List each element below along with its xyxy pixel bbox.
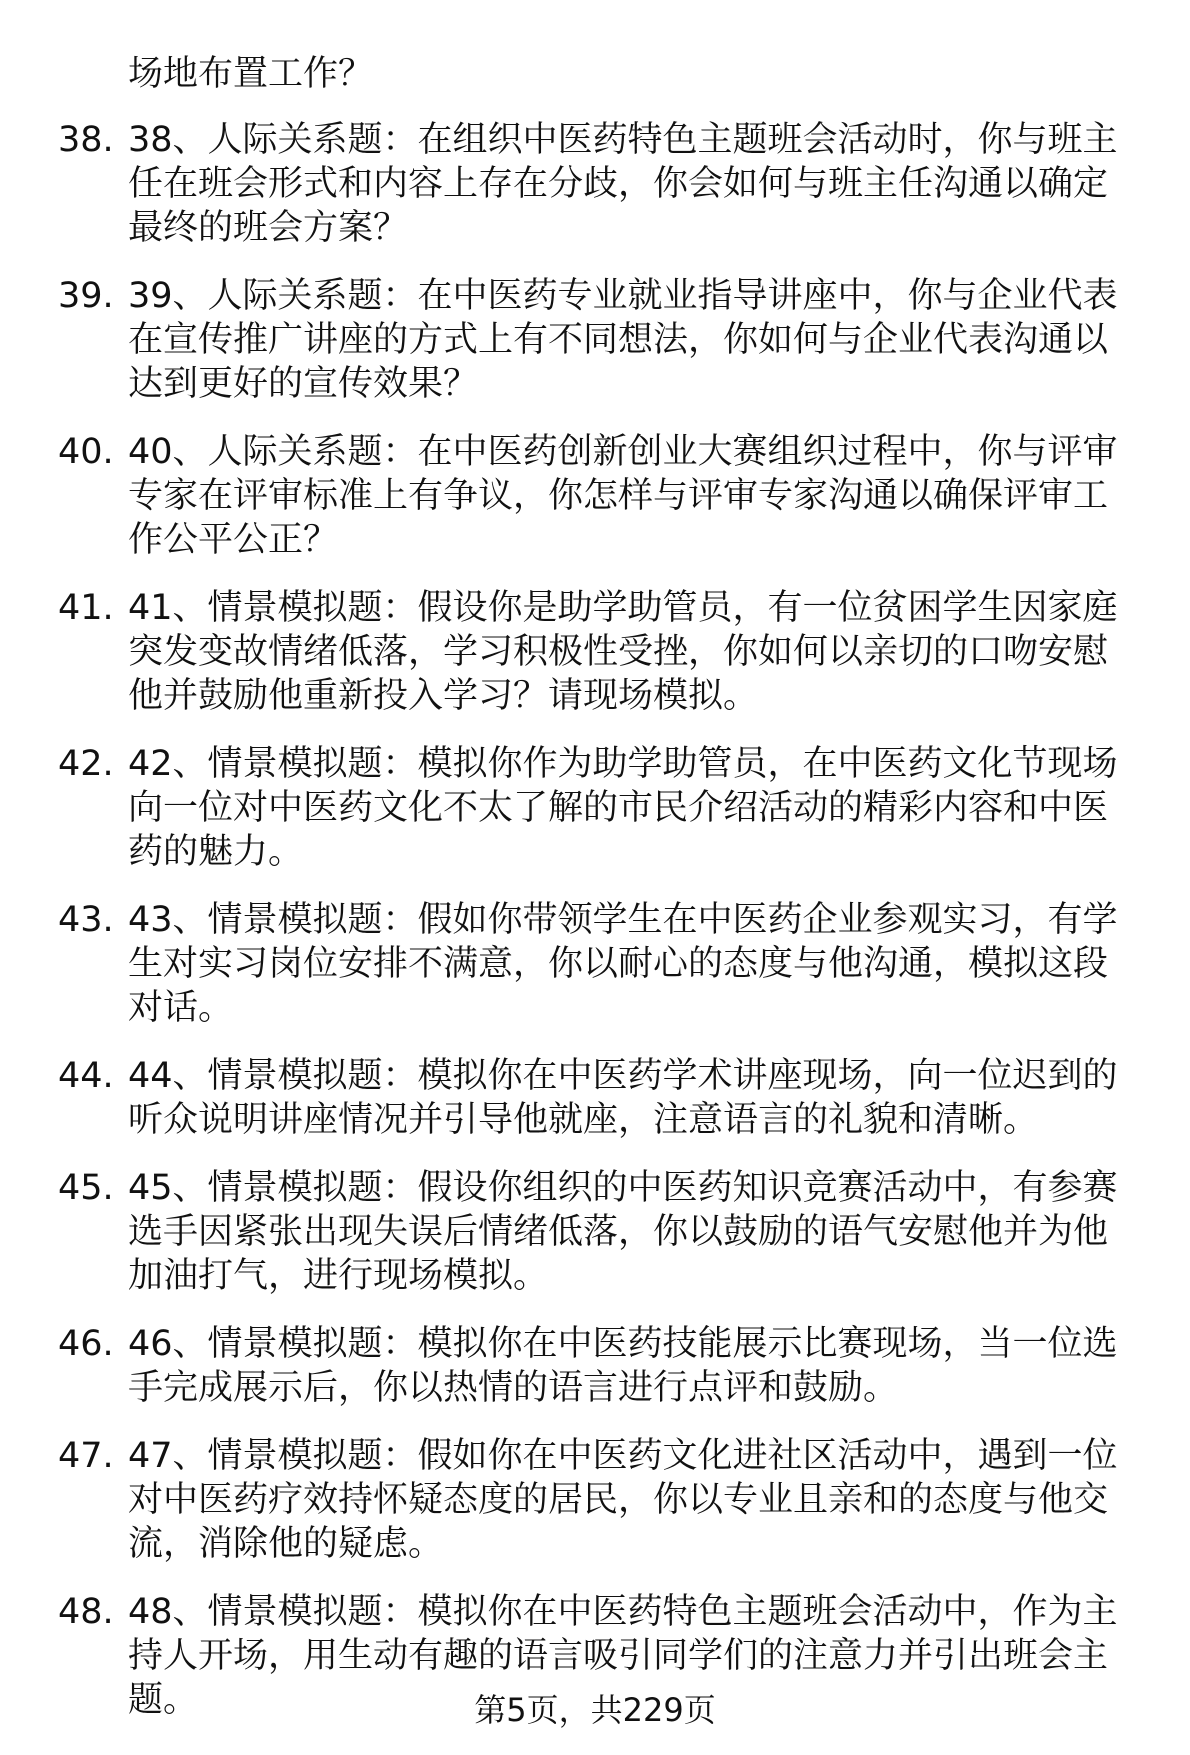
question-text-line: 加油打气，进行现场模拟。 (128, 1256, 549, 1296)
question-text-line: 42、情景模拟题：模拟你作为助学助管员，在中医药文化节现场 (128, 744, 1118, 784)
question-text-line: 48、情景模拟题：模拟你在中医药特色主题班会活动中，作为主 (128, 1592, 1118, 1632)
question-text (128, 430, 1138, 562)
question-number: 38. (58, 120, 114, 160)
question-text (128, 1322, 1138, 1410)
question-item (0, 898, 1190, 1030)
question-item (0, 1322, 1190, 1410)
question-number: 40. (58, 432, 114, 472)
page-footer: 第5页，共229页 (474, 1691, 716, 1729)
question-text (128, 1054, 1138, 1142)
question-text-line: 对中医药疗效持怀疑态度的居民，你以专业且亲和的态度与他交 (128, 1480, 1109, 1520)
question-number: 48. (58, 1592, 114, 1632)
question-text-line: 选手因紧张出现失误后情绪低落，你以鼓励的语气安慰他并为他 (128, 1212, 1109, 1252)
question-item (0, 1054, 1190, 1142)
question-text-line: 在宣传推广讲座的方式上有不同想法，你如何与企业代表沟通以 (128, 320, 1109, 360)
question-item (0, 274, 1190, 406)
question-text-line: 流，消除他的疑虑。 (128, 1524, 444, 1564)
question-text-line: 46、情景模拟题：模拟你在中医药技能展示比赛现场，当一位选 (128, 1324, 1118, 1364)
question-text-line: 39、人际关系题：在中医药专业就业指导讲座中，你与企业代表 (128, 276, 1118, 316)
question-text-line: 手完成展示后，你以热情的语言进行点评和鼓励。 (128, 1368, 899, 1408)
question-text-line: 43、情景模拟题：假如你带领学生在中医药企业参观实习，有学 (128, 900, 1118, 940)
question-text-line: 听众说明讲座情况并引导他就座，注意语言的礼貌和清晰。 (128, 1100, 1039, 1140)
question-text (128, 586, 1138, 718)
question-text-line: 任在班会形式和内容上存在分歧，你会如何与班主任沟通以确定 (128, 164, 1109, 204)
question-text (128, 1434, 1138, 1566)
question-text (128, 118, 1138, 250)
question-item (0, 742, 1190, 874)
question-text-line: 最终的班会方案？ (128, 208, 409, 248)
question-text-line: 对话。 (128, 988, 234, 1028)
question-text-line: 生对实习岗位安排不满意，你以耐心的态度与他沟通，模拟这段 (128, 944, 1109, 984)
question-text-line: 持人开场，用生动有趣的语言吸引同学们的注意力并引出班会主 (128, 1636, 1109, 1676)
question-number: 43. (58, 900, 114, 940)
question-text (128, 742, 1138, 874)
question-text-line: 38、人际关系题：在组织中医药特色主题班会活动时，你与班主 (128, 120, 1118, 160)
question-number: 42. (58, 744, 114, 784)
question-text-line: 40、人际关系题：在中医药创新创业大赛组织过程中，你与评审 (128, 432, 1118, 472)
continuation-text: 场地布置工作？ (128, 54, 374, 94)
question-text-line: 突发变故情绪低落，学习积极性受挫，你如何以亲切的口吻安慰 (128, 632, 1109, 672)
question-text-line: 45、情景模拟题：假设你组织的中医药知识竞赛活动中，有参赛 (128, 1168, 1118, 1208)
question-number: 44. (58, 1056, 114, 1096)
question-text-line: 他并鼓励他重新投入学习？请现场模拟。 (128, 676, 759, 716)
question-text-line: 44、情景模拟题：模拟你在中医药学术讲座现场，向一位迟到的 (128, 1056, 1118, 1096)
question-item (0, 430, 1190, 562)
question-text-line: 向一位对中医药文化不太了解的市民介绍活动的精彩内容和中医 (128, 788, 1109, 828)
question-number: 41. (58, 588, 114, 628)
question-text-line: 专家在评审标准上有争议，你怎样与评审专家沟通以确保评审工 (128, 476, 1109, 516)
question-number: 39. (58, 276, 114, 316)
question-text-line: 题。 (128, 1680, 199, 1720)
question-text-line: 41、情景模拟题：假设你是助学助管员，有一位贫困学生因家庭 (128, 588, 1118, 628)
question-number: 45. (58, 1168, 114, 1208)
question-text (128, 274, 1138, 406)
question-item (0, 586, 1190, 718)
question-text-line: 47、情景模拟题：假如你在中医药文化进社区活动中，遇到一位 (128, 1436, 1118, 1476)
question-text-line: 作公平公正？ (128, 520, 339, 560)
question-text (128, 1166, 1138, 1298)
question-item (0, 118, 1190, 250)
question-number: 47. (58, 1436, 114, 1476)
question-item (0, 1166, 1190, 1298)
question-item (0, 1434, 1190, 1566)
question-text-line: 药的魅力。 (128, 832, 304, 872)
question-list (0, 118, 1190, 1746)
question-text-line: 达到更好的宣传效果？ (128, 364, 479, 404)
question-text (128, 898, 1138, 1030)
question-number: 46. (58, 1324, 114, 1364)
